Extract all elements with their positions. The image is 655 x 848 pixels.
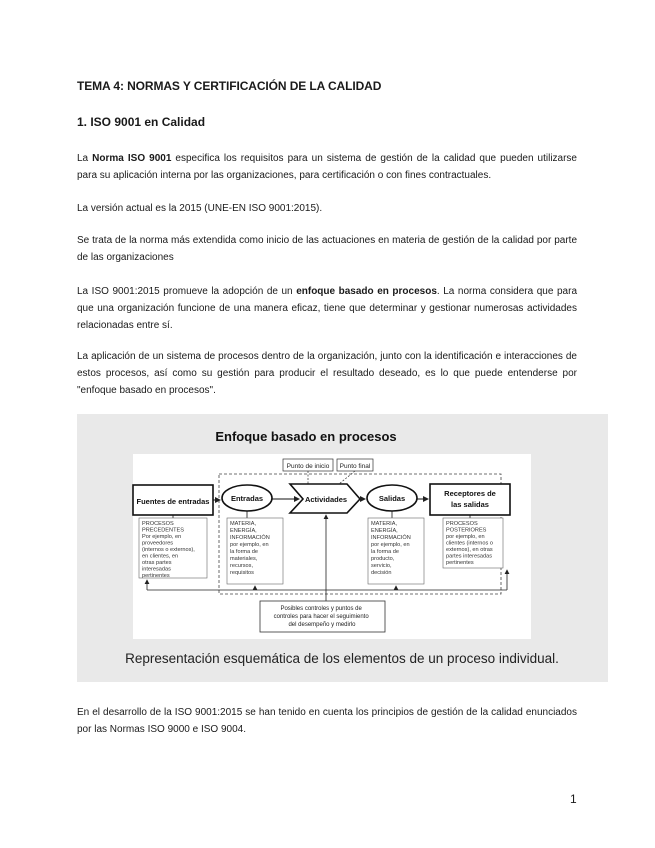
inputs-label: Entradas bbox=[230, 494, 264, 503]
start-point-label: Punto de inicio bbox=[286, 463, 330, 470]
paragraph-enfoque-procesos: La ISO 9001:2015 promueve la adopción de un enfoque basado en procesos. La norma considera que para que una organización funcione de una manera eficaz, tiene que determinar y gestionar numerosas actividades relacionadas entre sí. bbox=[77, 286, 578, 331]
paragraph-principios: En el desarrollo de la ISO 9001:2015 se han tenido en cuenta los principios de gestión de la calidad enunciados por las Normas ISO 9000 e ISO 9004. bbox=[77, 707, 577, 735]
outputs-label: Salidas bbox=[378, 494, 406, 503]
process-diagram bbox=[77, 414, 608, 682]
paragraph-sistema-procesos: La aplicación de un sistema de procesos dentro de la organización, junto con la identificación e interacciones de estos procesos, así como su gestión para producir el resultado deseado, es lo que puede entenderse por "enfoque basado en procesos". bbox=[77, 351, 577, 396]
process-diagram-figure bbox=[77, 414, 608, 682]
figure-caption: Representación esquemática de los elementos de un proceso individual. bbox=[125, 651, 559, 666]
activities-label: Actividades bbox=[304, 495, 348, 504]
text-later-processes: PROCESOS POSTERIORES por ejemplo, en clientes (internos o externos), en otras partes interesadas pertinentes bbox=[446, 521, 493, 566]
paragraph-norma-extendida: Se trata de la norma más extendida como inicio de las actuaciones en materia de gestión de la calidad por parte de las organizaciones bbox=[77, 235, 577, 263]
section-title: 1. ISO 9001 en Calidad bbox=[77, 115, 206, 129]
end-point-label: Punto final bbox=[339, 463, 371, 470]
paragraph-norma-iso-9001: La Norma ISO 9001 especifica los requisitos para un sistema de gestión de la calidad que pueden utilizarse para su aplicación interna por las organizaciones, para certificación o con fines contractuales. bbox=[77, 153, 577, 181]
receivers-label-line1: Receptores de bbox=[444, 489, 496, 498]
controls-text: Posibles controles y puntos de controles para hacer el seguimiento del desempeño y medirlo bbox=[273, 606, 369, 628]
text-prior-processes: PROCESOS PRECEDENTES Por ejemplo, en proveedores (internos o externos), en clientes, en otras partes interesadas pertinentes bbox=[142, 521, 195, 579]
chapter-heading: TEMA 4: NORMAS Y CERTIFICACIÓN DE LA CALIDAD bbox=[77, 79, 382, 93]
paragraph-version: La versión actual es la 2015 (UNE-EN ISO 9001:2015). bbox=[77, 203, 323, 214]
text-output-materials: MATERIA, ENERGÍA, INFORMACIÓN por ejemplo, en la forma de producto, servicio, decisión bbox=[371, 521, 411, 576]
sources-label: Fuentes de entradas bbox=[136, 497, 210, 506]
figure-title: Enfoque basado en procesos bbox=[215, 429, 397, 444]
receivers-label-line2: las salidas bbox=[451, 500, 489, 509]
text-input-materials: MATERIA, ENERGÍA, INFORMACIÓN por ejemplo, en la forma de materiales, recursos, requisitos bbox=[230, 521, 270, 576]
page-number: 1 bbox=[570, 792, 577, 806]
